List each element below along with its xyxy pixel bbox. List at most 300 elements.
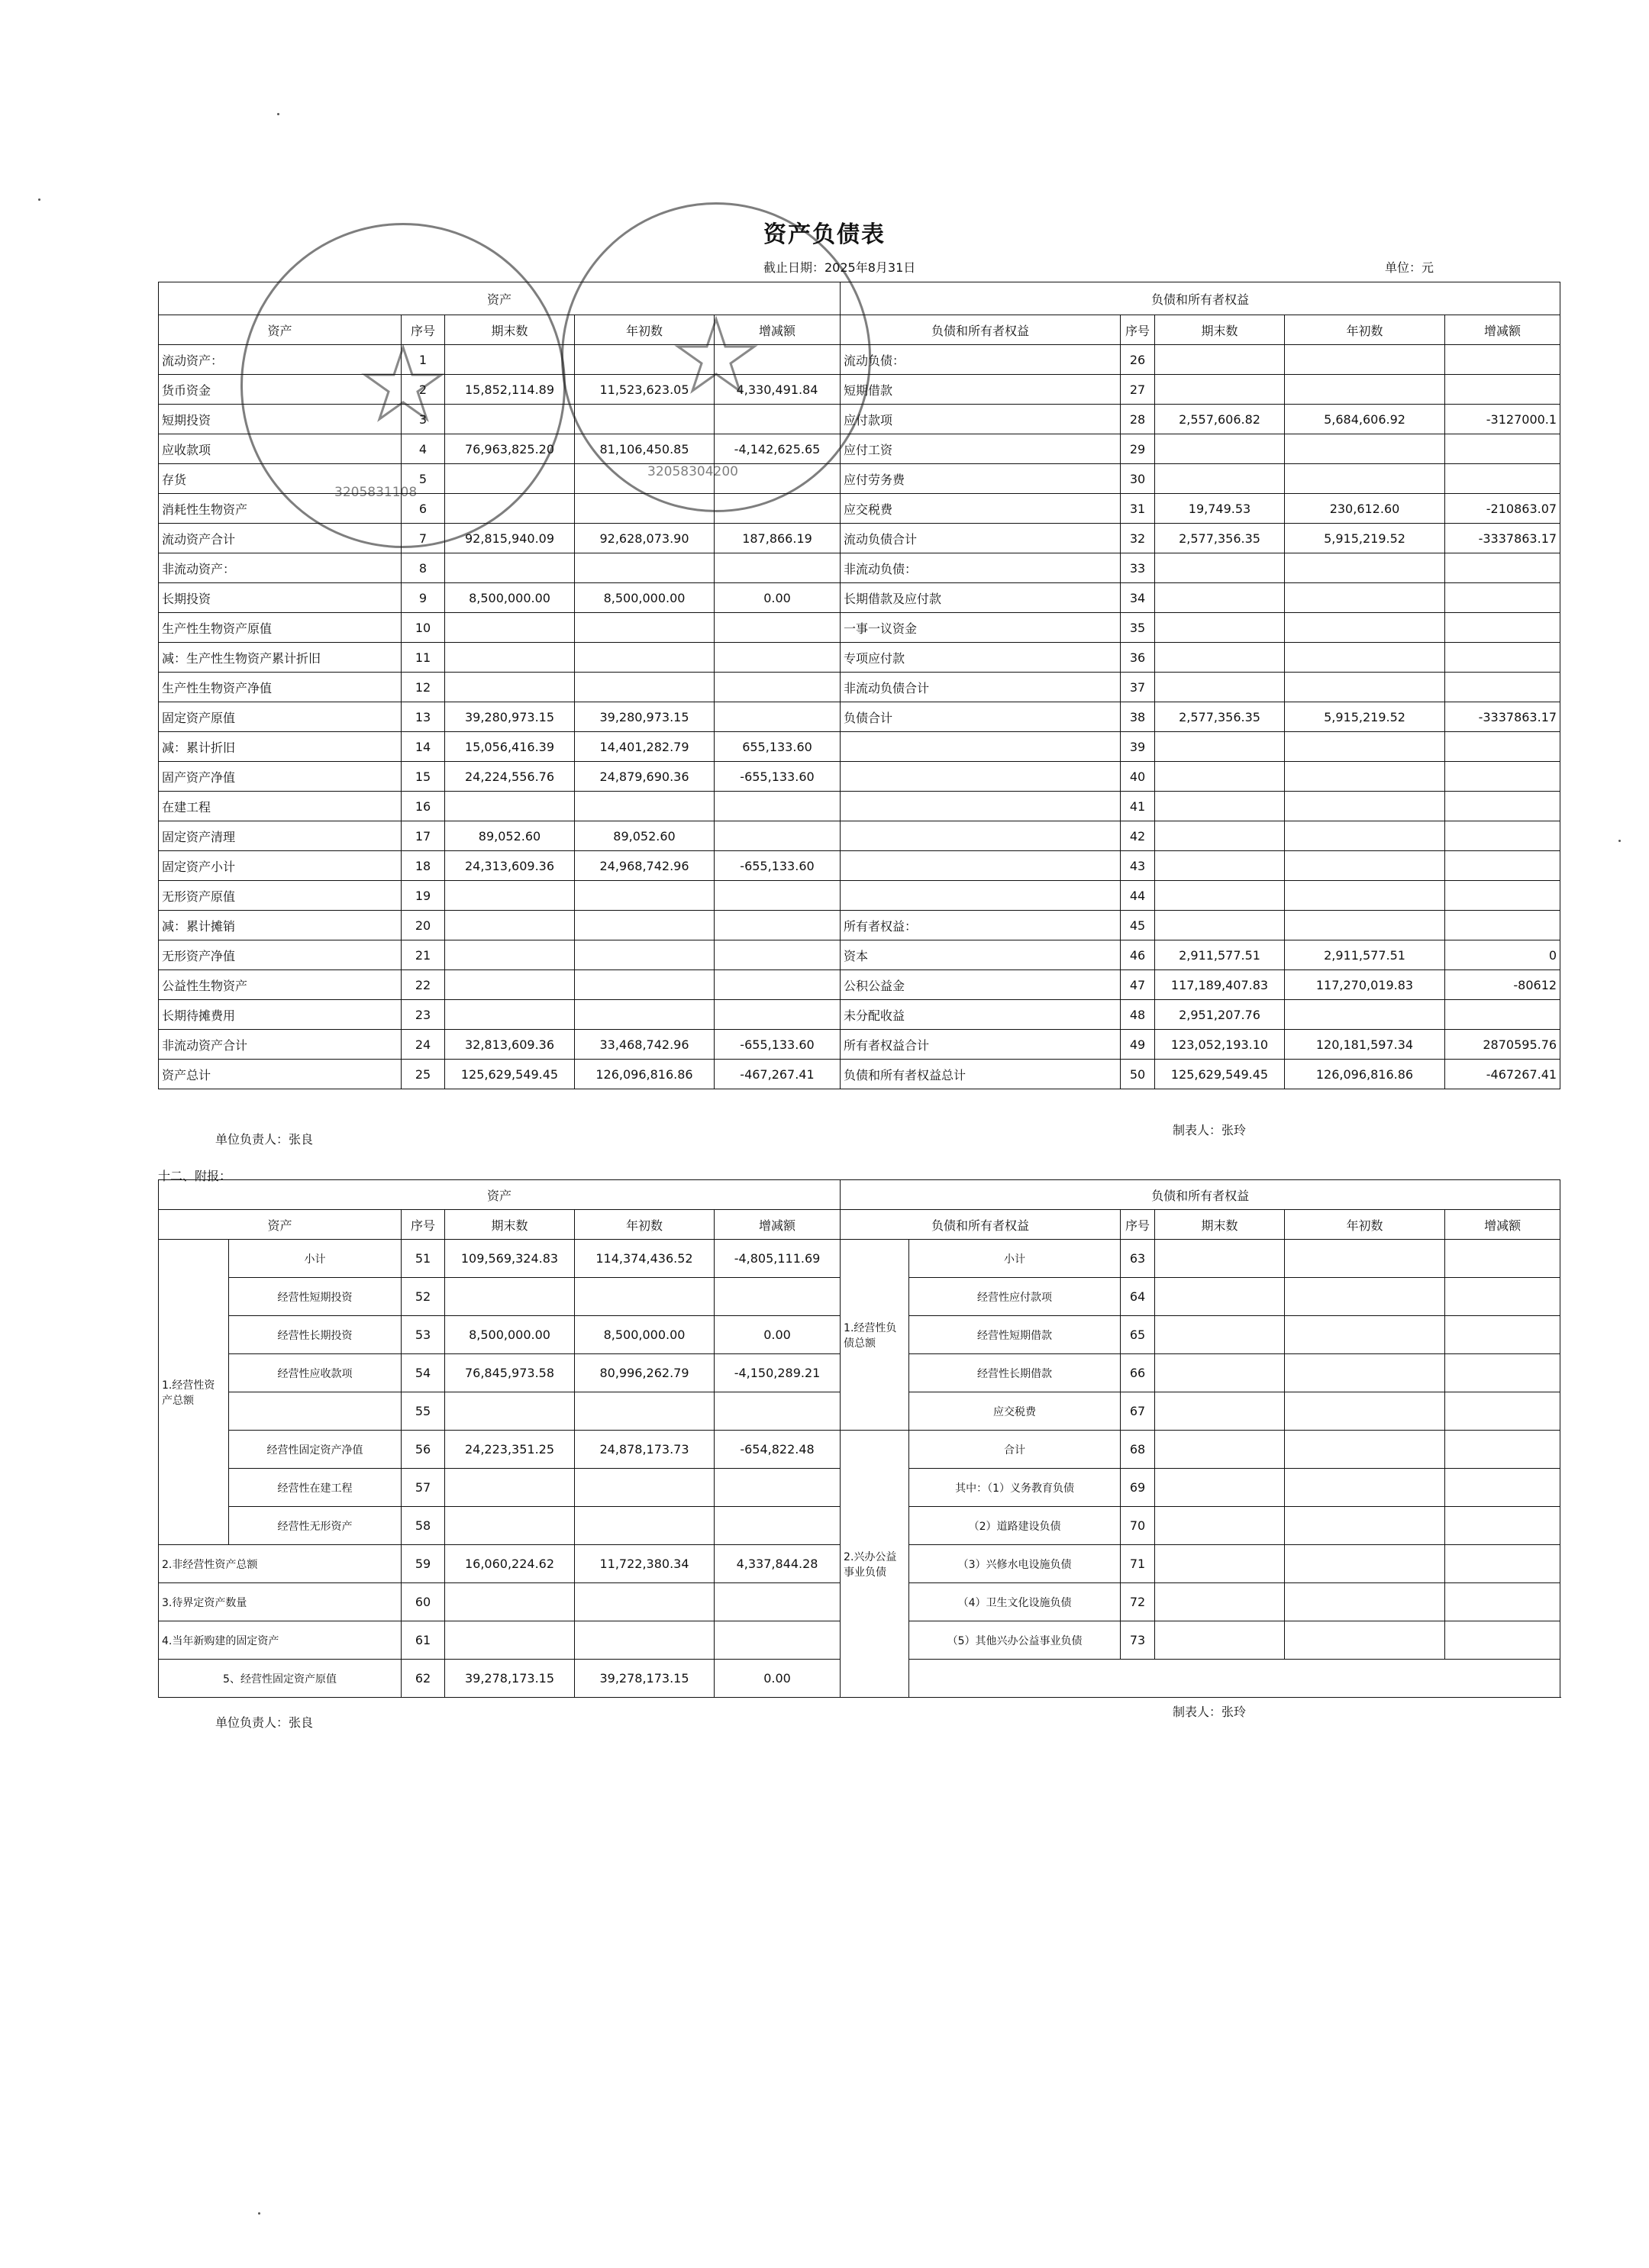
liability-seq: 30	[1121, 464, 1155, 494]
liability-end-value	[1155, 1392, 1285, 1431]
asset-end-value: 39,280,973.15	[445, 702, 575, 732]
asset-seq: 11	[402, 643, 445, 673]
liability-begin-value	[1285, 851, 1445, 881]
table-row	[159, 732, 1560, 762]
liability-change	[1445, 1278, 1560, 1316]
liability-begin-value	[1285, 464, 1445, 494]
asset-end-value: 76,845,973.58	[445, 1354, 575, 1392]
asset-name: 2.非经营性资产总额	[159, 1545, 402, 1583]
asset-change	[715, 1469, 841, 1507]
asset-end-value: 109,569,324.83	[445, 1240, 575, 1278]
liability-name: 流动负债：	[841, 345, 1121, 375]
liability-change	[1445, 792, 1560, 821]
liability-seq: 70	[1121, 1507, 1155, 1545]
asset-begin-value	[575, 464, 715, 494]
assets-section-header: 资产	[159, 282, 841, 315]
liability-name: 应付劳务费	[841, 464, 1121, 494]
asset-name: 固产资产净值	[159, 762, 402, 792]
asset-name: 流动资产：	[159, 345, 402, 375]
liability-change	[1445, 1583, 1560, 1621]
liability-name: 专项应付款	[841, 643, 1121, 673]
asset-change	[715, 345, 841, 375]
liability-name	[841, 821, 1121, 851]
asset-begin-value: 24,879,690.36	[575, 762, 715, 792]
liability-seq: 28	[1121, 405, 1155, 434]
asset-name: 流动资产合计	[159, 524, 402, 553]
asset-begin-value	[575, 911, 715, 940]
col-header: 序号	[402, 315, 445, 345]
asset-begin-value: 39,278,173.15	[575, 1660, 715, 1698]
asset-seq: 10	[402, 613, 445, 643]
asset-change: 655,133.60	[715, 732, 841, 762]
col-header: 增减额	[715, 315, 841, 345]
col-header: 期末数	[1155, 315, 1285, 345]
liability-change	[1445, 732, 1560, 762]
liability-change	[1445, 375, 1560, 405]
liability-begin-value	[1285, 434, 1445, 464]
asset-seq: 18	[402, 851, 445, 881]
table-row	[159, 940, 1560, 970]
table-row	[159, 762, 1560, 792]
table-row	[159, 1240, 1560, 1278]
col-header: 增减额	[1445, 315, 1560, 345]
asset-end-value	[445, 345, 575, 375]
asset-change	[715, 881, 841, 911]
liability-seq: 36	[1121, 643, 1155, 673]
table-row	[159, 1060, 1560, 1089]
liability-name: 长期借款及应付款	[841, 583, 1121, 613]
liability-sub-name: 小计	[909, 1240, 1121, 1278]
liability-name: 负债合计	[841, 702, 1121, 732]
table-row	[159, 643, 1560, 673]
liability-begin-value	[1285, 1354, 1445, 1392]
asset-seq: 51	[402, 1240, 445, 1278]
liability-begin-value: 126,096,816.86	[1285, 1060, 1445, 1089]
liability-name	[841, 881, 1121, 911]
liability-end-value	[1155, 732, 1285, 762]
liability-begin-value	[1285, 375, 1445, 405]
liability-name: 公积公益金	[841, 970, 1121, 1000]
asset-seq: 23	[402, 1000, 445, 1030]
asset-change	[715, 643, 841, 673]
asset-begin-value	[575, 405, 715, 434]
liability-seq: 27	[1121, 375, 1155, 405]
asset-change: -655,133.60	[715, 762, 841, 792]
liability-seq: 48	[1121, 1000, 1155, 1030]
liability-change	[1445, 1000, 1560, 1030]
group-label: 1.经营性负债总额	[841, 1240, 909, 1431]
asset-begin-value: 24,968,742.96	[575, 851, 715, 881]
asset-end-value	[445, 494, 575, 524]
liability-change	[1445, 762, 1560, 792]
asset-end-value	[445, 405, 575, 434]
liability-sub-name: 经营性短期借款	[909, 1316, 1121, 1354]
liability-begin-value	[1285, 1507, 1445, 1545]
liability-end-value	[1155, 464, 1285, 494]
asset-begin-value	[575, 881, 715, 911]
liability-seq: 41	[1121, 792, 1155, 821]
liability-seq: 71	[1121, 1545, 1155, 1583]
asset-change: -467,267.41	[715, 1060, 841, 1089]
liability-name	[841, 851, 1121, 881]
asset-end-value	[445, 970, 575, 1000]
asset-change	[715, 821, 841, 851]
liability-end-value	[1155, 1278, 1285, 1316]
liability-sub-name: 应交税费	[909, 1392, 1121, 1431]
asset-begin-value: 39,280,973.15	[575, 702, 715, 732]
asset-name: 消耗性生物资产	[159, 494, 402, 524]
asset-end-value	[445, 613, 575, 643]
liability-end-value: 2,911,577.51	[1155, 940, 1285, 970]
preparer-signature: 制表人：张玲	[1173, 1705, 1247, 1719]
liability-seq: 50	[1121, 1060, 1155, 1089]
table-row	[159, 881, 1560, 911]
liability-sub-name: （5）其他兴办公益事业负债	[909, 1621, 1121, 1660]
asset-begin-value: 80,996,262.79	[575, 1354, 715, 1392]
table-row	[159, 851, 1560, 881]
asset-end-value	[445, 1392, 575, 1431]
liability-begin-value	[1285, 553, 1445, 583]
asset-change	[715, 911, 841, 940]
asset-end-value	[445, 1278, 575, 1316]
asset-seq: 61	[402, 1621, 445, 1660]
asset-change: 4,337,844.28	[715, 1545, 841, 1583]
table-row	[159, 911, 1560, 940]
liability-begin-value: 120,181,597.34	[1285, 1030, 1445, 1060]
asset-seq: 6	[402, 494, 445, 524]
liability-end-value	[1155, 1507, 1285, 1545]
liability-change	[1445, 673, 1560, 702]
unit-head-signature: 单位负责人：张良	[215, 1715, 314, 1730]
table-row	[159, 583, 1560, 613]
asset-begin-value	[575, 1507, 715, 1545]
asset-begin-value: 114,374,436.52	[575, 1240, 715, 1278]
col-header: 资产	[159, 1210, 402, 1240]
liability-begin-value	[1285, 821, 1445, 851]
liability-end-value	[1155, 1431, 1285, 1469]
liability-end-value	[1155, 1469, 1285, 1507]
asset-begin-value	[575, 1621, 715, 1660]
asset-begin-value	[575, 673, 715, 702]
asset-name: 短期投资	[159, 405, 402, 434]
liability-end-value	[1155, 792, 1285, 821]
asset-name: 固定资产原值	[159, 702, 402, 732]
asset-end-value: 24,224,556.76	[445, 762, 575, 792]
asset-name: 非流动资产：	[159, 553, 402, 583]
asset-seq: 62	[402, 1660, 445, 1698]
asset-change	[715, 613, 841, 643]
liability-seq: 66	[1121, 1354, 1155, 1392]
column-header-row	[159, 315, 1560, 345]
asset-name: 长期投资	[159, 583, 402, 613]
col-header: 负债和所有者权益	[841, 1210, 1121, 1240]
liability-name: 应付款项	[841, 405, 1121, 434]
liability-begin-value	[1285, 613, 1445, 643]
table-row	[159, 792, 1560, 821]
asset-change	[715, 1583, 841, 1621]
liabilities-section-header: 负债和所有者权益	[841, 1180, 1560, 1210]
asset-name: 减：累计摊销	[159, 911, 402, 940]
balance-sheet-table	[158, 282, 1560, 1089]
liability-begin-value: 5,915,219.52	[1285, 702, 1445, 732]
liability-seq: 40	[1121, 762, 1155, 792]
asset-seq: 13	[402, 702, 445, 732]
asset-end-value	[445, 1000, 575, 1030]
table-row	[159, 1000, 1560, 1030]
table-row	[159, 464, 1560, 494]
asset-begin-value: 11,523,623.05	[575, 375, 715, 405]
col-header: 年初数	[575, 1210, 715, 1240]
asset-end-value: 92,815,940.09	[445, 524, 575, 553]
liability-end-value	[1155, 434, 1285, 464]
asset-change: -4,142,625.65	[715, 434, 841, 464]
asset-begin-value: 81,106,450.85	[575, 434, 715, 464]
liability-name	[841, 792, 1121, 821]
liability-name	[841, 732, 1121, 762]
liability-seq: 63	[1121, 1240, 1155, 1278]
asset-sub-name: 经营性固定资产净值	[229, 1431, 402, 1469]
liability-end-value	[1155, 821, 1285, 851]
asset-seq: 25	[402, 1060, 445, 1089]
liability-begin-value	[1285, 732, 1445, 762]
group-label: 1.经营性资产总额	[159, 1240, 229, 1545]
asset-change	[715, 553, 841, 583]
asset-seq: 22	[402, 970, 445, 1000]
asset-change	[715, 702, 841, 732]
liability-begin-value	[1285, 583, 1445, 613]
liability-end-value	[1155, 1354, 1285, 1392]
col-header: 资产	[159, 315, 402, 345]
liability-name: 短期借款	[841, 375, 1121, 405]
group-label: 2.兴办公益事业负债	[841, 1431, 909, 1698]
asset-seq: 7	[402, 524, 445, 553]
liability-seq: 69	[1121, 1469, 1155, 1507]
liability-begin-value	[1285, 792, 1445, 821]
asset-change	[715, 792, 841, 821]
asset-end-value: 15,852,114.89	[445, 375, 575, 405]
liability-change: 2870595.76	[1445, 1030, 1560, 1060]
liability-end-value	[1155, 911, 1285, 940]
asset-seq: 8	[402, 553, 445, 583]
liability-seq: 65	[1121, 1316, 1155, 1354]
asset-end-value: 8,500,000.00	[445, 1316, 575, 1354]
liability-change	[1445, 1621, 1560, 1660]
asset-end-value	[445, 881, 575, 911]
liability-end-value	[1155, 762, 1285, 792]
liability-seq: 68	[1121, 1431, 1155, 1469]
asset-seq: 5	[402, 464, 445, 494]
liability-sub-name: （2）道路建设负债	[909, 1507, 1121, 1545]
liability-end-value	[1155, 1240, 1285, 1278]
liability-begin-value: 5,915,219.52	[1285, 524, 1445, 553]
liability-change	[1445, 583, 1560, 613]
liability-begin-value	[1285, 1583, 1445, 1621]
liability-begin-value	[1285, 762, 1445, 792]
liability-end-value	[1155, 881, 1285, 911]
liability-begin-value: 2,911,577.51	[1285, 940, 1445, 970]
col-header: 年初数	[1285, 1210, 1445, 1240]
liability-change	[1445, 613, 1560, 643]
col-header: 年初数	[575, 315, 715, 345]
liability-end-value: 117,189,407.83	[1155, 970, 1285, 1000]
liability-name: 未分配收益	[841, 1000, 1121, 1030]
liability-end-value	[1155, 345, 1285, 375]
asset-change	[715, 970, 841, 1000]
asset-begin-value	[575, 1469, 715, 1507]
asset-seq: 12	[402, 673, 445, 702]
liability-change: 0	[1445, 940, 1560, 970]
liability-change	[1445, 1316, 1560, 1354]
appendix-table	[158, 1179, 1560, 1698]
table-row	[159, 434, 1560, 464]
liability-name: 一事一议资金	[841, 613, 1121, 643]
asset-end-value	[445, 792, 575, 821]
liability-change	[1445, 1545, 1560, 1583]
asset-seq: 20	[402, 911, 445, 940]
liability-change	[1445, 434, 1560, 464]
asset-end-value	[445, 553, 575, 583]
asset-change: 4,330,491.84	[715, 375, 841, 405]
asset-sub-name: 经营性长期投资	[229, 1316, 402, 1354]
liability-seq: 44	[1121, 881, 1155, 911]
liability-change	[1445, 1507, 1560, 1545]
asset-seq: 19	[402, 881, 445, 911]
liability-seq: 42	[1121, 821, 1155, 851]
asset-begin-value: 8,500,000.00	[575, 583, 715, 613]
asset-name: 生产性生物资产原值	[159, 613, 402, 643]
asset-name: 3.待界定资产数量	[159, 1583, 402, 1621]
col-header: 年初数	[1285, 315, 1445, 345]
liability-end-value	[1155, 851, 1285, 881]
asset-end-value	[445, 643, 575, 673]
asset-sub-name: 经营性无形资产	[229, 1507, 402, 1545]
asset-begin-value: 11,722,380.34	[575, 1545, 715, 1583]
asset-change	[715, 1392, 841, 1431]
asset-sub-name	[229, 1392, 402, 1431]
liability-begin-value	[1285, 1392, 1445, 1431]
asset-name: 减：生产性生物资产累计折旧	[159, 643, 402, 673]
liability-change	[1445, 911, 1560, 940]
liability-begin-value	[1285, 1469, 1445, 1507]
col-header: 序号	[1121, 1210, 1155, 1240]
asset-seq: 52	[402, 1278, 445, 1316]
asset-end-value: 32,813,609.36	[445, 1030, 575, 1060]
asset-begin-value	[575, 643, 715, 673]
liability-name: 应付工资	[841, 434, 1121, 464]
liability-begin-value	[1285, 1545, 1445, 1583]
liability-change	[1445, 1392, 1560, 1431]
table-row	[159, 345, 1560, 375]
asset-begin-value: 126,096,816.86	[575, 1060, 715, 1089]
empty-cell	[909, 1660, 1560, 1698]
asset-name: 公益性生物资产	[159, 970, 402, 1000]
liability-seq: 64	[1121, 1278, 1155, 1316]
liability-change	[1445, 553, 1560, 583]
asset-seq: 21	[402, 940, 445, 970]
liability-seq: 38	[1121, 702, 1155, 732]
liability-change	[1445, 1431, 1560, 1469]
asset-change: -4,150,289.21	[715, 1354, 841, 1392]
liability-change: -3127000.1	[1445, 405, 1560, 434]
asset-end-value	[445, 1583, 575, 1621]
liability-begin-value	[1285, 1240, 1445, 1278]
liability-seq: 35	[1121, 613, 1155, 643]
liability-name: 资本	[841, 940, 1121, 970]
asset-seq: 17	[402, 821, 445, 851]
asset-end-value	[445, 1469, 575, 1507]
asset-change	[715, 1000, 841, 1030]
asset-begin-value	[575, 940, 715, 970]
asset-seq: 9	[402, 583, 445, 613]
liability-begin-value: 117,270,019.83	[1285, 970, 1445, 1000]
asset-end-value	[445, 911, 575, 940]
liability-seq: 31	[1121, 494, 1155, 524]
asset-begin-value: 33,468,742.96	[575, 1030, 715, 1060]
asset-name: 减：累计折旧	[159, 732, 402, 762]
asset-sub-name: 经营性应收款项	[229, 1354, 402, 1392]
asset-begin-value	[575, 613, 715, 643]
asset-seq: 58	[402, 1507, 445, 1545]
asset-sub-name: 经营性在建工程	[229, 1469, 402, 1507]
liability-end-value	[1155, 1545, 1285, 1583]
asset-seq: 1	[402, 345, 445, 375]
asset-change	[715, 405, 841, 434]
liability-change	[1445, 1469, 1560, 1507]
asset-begin-value	[575, 1000, 715, 1030]
col-header: 增减额	[715, 1210, 841, 1240]
liability-sub-name: 经营性应付款项	[909, 1278, 1121, 1316]
asset-name: 无形资产净值	[159, 940, 402, 970]
asset-end-value	[445, 940, 575, 970]
asset-name: 5、经营性固定资产原值	[159, 1660, 402, 1698]
asset-end-value: 89,052.60	[445, 821, 575, 851]
assets-section-header: 资产	[159, 1180, 841, 1210]
asset-end-value: 76,963,825.20	[445, 434, 575, 464]
asset-seq: 56	[402, 1431, 445, 1469]
asset-name: 无形资产原值	[159, 881, 402, 911]
asset-seq: 16	[402, 792, 445, 821]
preparer-signature: 制表人：张玲	[1173, 1123, 1247, 1137]
liability-seq: 43	[1121, 851, 1155, 881]
asset-end-value	[445, 464, 575, 494]
report-date: 截止日期：2025年8月31日	[763, 260, 916, 275]
asset-end-value: 125,629,549.45	[445, 1060, 575, 1089]
liability-name: 所有者权益：	[841, 911, 1121, 940]
liability-seq: 37	[1121, 673, 1155, 702]
liability-begin-value	[1285, 1316, 1445, 1354]
liability-end-value: 2,577,356.35	[1155, 702, 1285, 732]
column-header-row	[159, 1210, 1560, 1240]
liability-change: -210863.07	[1445, 494, 1560, 524]
table-row	[159, 524, 1560, 553]
asset-name: 生产性生物资产净值	[159, 673, 402, 702]
asset-begin-value	[575, 1278, 715, 1316]
asset-end-value: 16,060,224.62	[445, 1545, 575, 1583]
liability-begin-value	[1285, 881, 1445, 911]
liability-seq: 49	[1121, 1030, 1155, 1060]
table-row	[159, 494, 1560, 524]
liability-end-value	[1155, 1583, 1285, 1621]
asset-begin-value	[575, 970, 715, 1000]
liability-begin-value	[1285, 643, 1445, 673]
asset-change: 0.00	[715, 1316, 841, 1354]
liability-end-value	[1155, 553, 1285, 583]
asset-seq: 15	[402, 762, 445, 792]
liability-seq: 29	[1121, 434, 1155, 464]
asset-change: -655,133.60	[715, 1030, 841, 1060]
liability-seq: 26	[1121, 345, 1155, 375]
asset-name: 存货	[159, 464, 402, 494]
